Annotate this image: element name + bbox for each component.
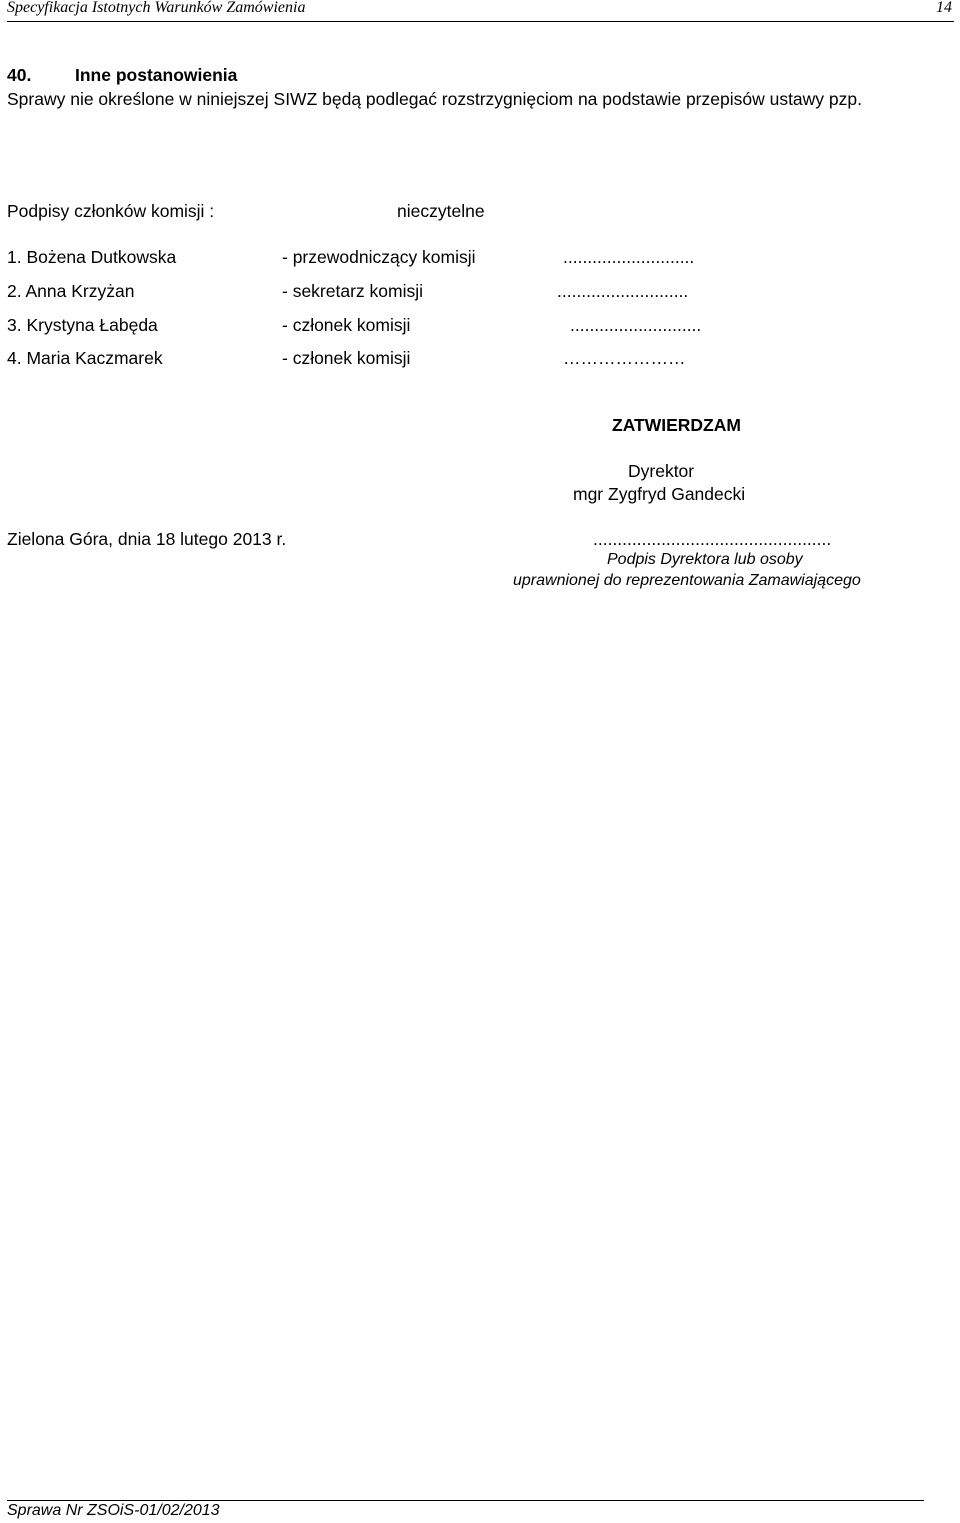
member-name: 1. Bożena Dutkowska	[7, 247, 177, 267]
section-paragraph: Sprawy nie określone w niniejszej SIWZ będą podlegać rozstrzygnięciom na podstawie przepisów ustawy pzp.	[7, 89, 862, 109]
signature-caption-line1: Podpis Dyrektora lub osoby	[607, 551, 803, 568]
member-name: 4. Maria Kaczmarek	[7, 348, 163, 368]
director-signature-line: .................................................	[593, 529, 832, 549]
section-title: Inne postanowienia	[75, 65, 238, 85]
page-number: 14	[936, 0, 952, 16]
member-role: - sekretarz komisji	[282, 281, 423, 301]
approval-heading: ZATWIERDZAM	[612, 415, 741, 435]
director-name: mgr Zygfryd Gandecki	[573, 484, 746, 504]
member-signature: ...........................	[563, 247, 695, 267]
signature-caption-line2: uprawnionej do reprezentowania Zamawiającego	[513, 572, 861, 589]
member-role: - członek komisji	[282, 348, 411, 368]
place-date: Zielona Góra, dnia 18 lutego 2013 r.	[7, 529, 287, 549]
member-signature: ...........................	[570, 315, 702, 335]
member-name: 2. Anna Krzyżan	[7, 281, 135, 301]
header-rule	[7, 21, 954, 22]
signatures-label: Podpisy członków komisji :	[7, 201, 215, 221]
header-title: Specyfikacja Istotnych Warunków Zamówienia	[7, 0, 306, 16]
member-signature: ...........................	[557, 281, 689, 301]
footer-rule	[7, 1500, 924, 1501]
director-title: Dyrektor	[628, 461, 695, 481]
member-role: - członek komisji	[282, 315, 411, 335]
member-role: - przewodniczący komisji	[282, 247, 476, 267]
member-signature: …………………	[563, 348, 686, 368]
member-name: 3. Krystyna Łabęda	[7, 315, 158, 335]
signatures-value: nieczytelne	[397, 201, 485, 221]
footer-case-number: Sprawa Nr ZSOiS-01/02/2013	[7, 1502, 220, 1519]
section-number: 40.	[7, 65, 32, 85]
